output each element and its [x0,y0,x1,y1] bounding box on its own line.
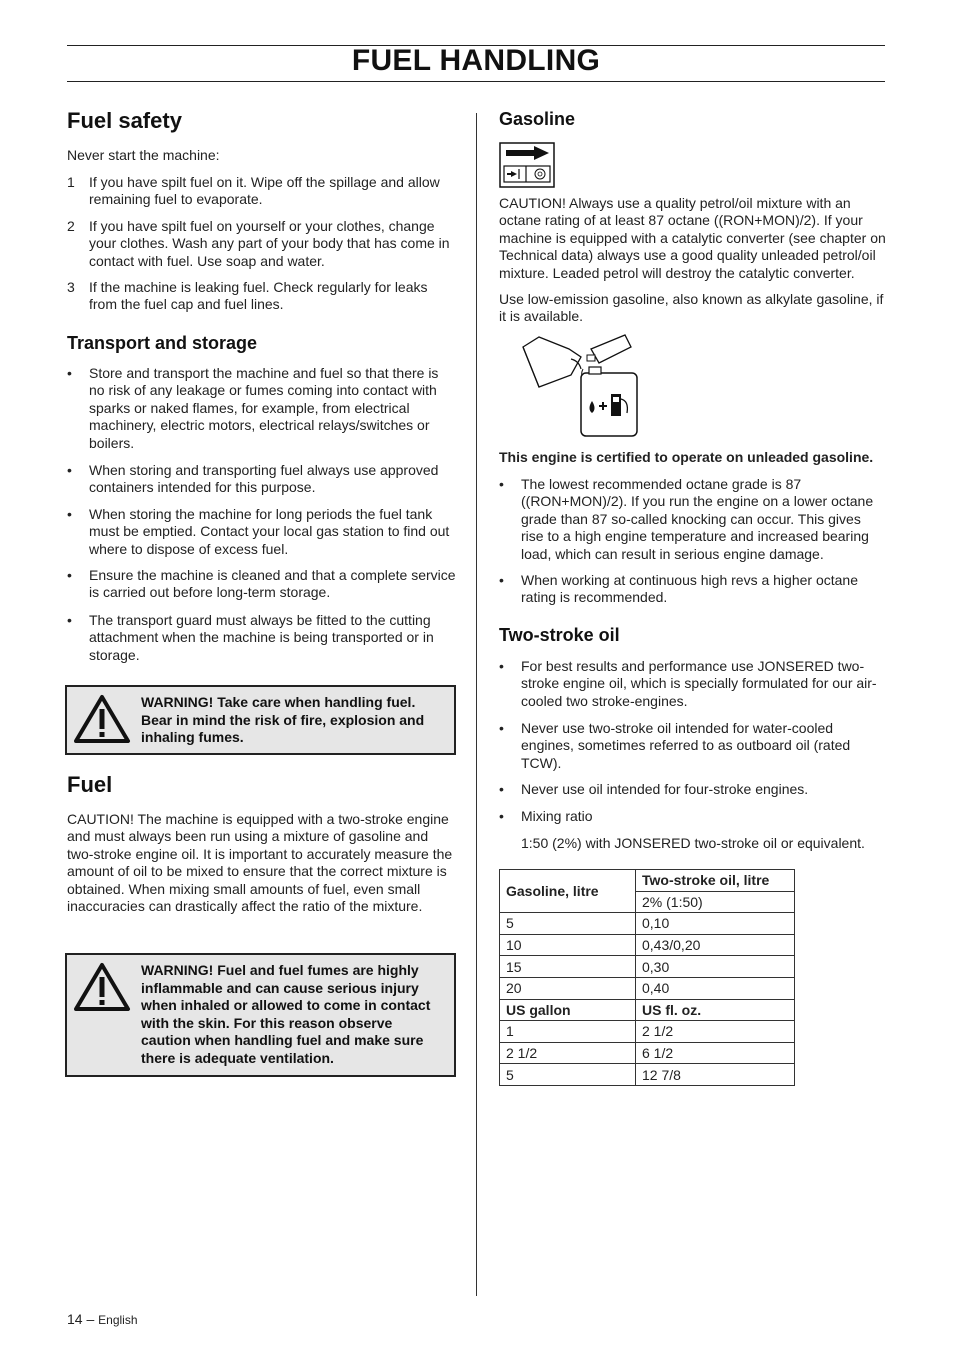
footer-language: English [98,1313,138,1327]
page-title: FUEL HANDLING [351,44,601,77]
table-row [500,870,795,892]
list-item: 3 If the machine is leaking fuel. Check regularly for leaks from the fuel cap and fuel lines. [67,279,428,313]
list-item: • The lowest recommended octane grade is 87 ((RON+MON)/2). If you run the engine on a lower octane grade than 87 so-called knocking can occur. This gives rise to a high engine temperature and increased bearing load, which can result in serious engine damage. [499,476,874,562]
fuel-mixing-icon [519,331,639,439]
list-item: 2 If you have spilt fuel on yourself or your clothes, change your clothes. Wash any part of your body that has come in contact with fuel. Use soap and water. [67,218,450,269]
warning-box-fumes [65,953,456,1077]
list-item: • Store and transport the machine and fuel so that there is no risk of any leakage or fumes coming into contact with sparks or naked flames, for example, from electrical machinery, electric motors, electrical relays/switches or boilers. [67,365,439,451]
list-item: • Never use two-stroke oil intended for water-cooled engines, sometimes referred to as outboard oil (rated TCW). [499,720,851,771]
low-emission-text: Use low-emission gasoline, also known as alkylate gasoline, if it is available. [499,291,884,325]
table-row [500,913,795,935]
table-cell: 0,30 [636,956,795,978]
table-cell: 15 [500,956,636,978]
header-rule-bottom [67,81,885,82]
mixing-ratio-text: 1:50 (2%) with JONSERED two-stroke oil or equivalent. [521,835,865,851]
table-cell: 12 7/8 [636,1064,795,1086]
fuel-safety-heading: Fuel safety [67,108,182,133]
table-row [500,999,795,1021]
list-item: • Ensure the machine is cleaned and that a complete service is carried out before long-term storage. [67,567,456,601]
warning-triangle-icon [73,961,131,1013]
table-cell: 0,43/0,20 [636,934,795,956]
list-item: • Mixing ratio [499,808,593,824]
mixing-table [499,869,795,1086]
list-item: 1 If you have spilt fuel on it. Wipe off the spillage and allow remaining fuel to evaporate. [67,174,440,208]
table-cell: 2 1/2 [500,1042,636,1064]
table-row [500,1042,795,1064]
list-item: • The transport guard must always be fitted to the cutting attachment when the machine is being transported or in storage. [67,612,434,663]
table-header-oil: Two-stroke oil, litre [636,870,795,892]
fuel-caution-text: CAUTION! The machine is equipped with a two-stroke engine and must always been run using a mixture of gasoline and two-stroke engine oil. It is important to accurately measure the amount of oil to be mixed to ensure that the correct mixture is obtained. When mixing small amounts of fuel, even small inaccuracies can drastically affect the ratio of the mixture. [67,811,453,915]
fuel-symbol-icon [499,142,555,188]
list-item: • For best results and performance use JONSERED two-stroke engine oil, which is specially formulated for our air-cooled two stroke-engines. [499,658,877,709]
table-cell: 5 [500,1064,636,1086]
table-cell: 20 [500,977,636,999]
warning-text: WARNING! Fuel and fuel fumes are highly inflammable and can cause serious injury when inhaled or allowed to come in contact with the skin. For this reason observe caution when handling fuel and make sure there is adequate ventilation. [141,962,431,1066]
transport-heading: Transport and storage [67,333,258,353]
table-cell: 0,40 [636,977,795,999]
column-divider [476,113,477,1296]
table-row [500,977,795,999]
table-cell: 10 [500,934,636,956]
warning-text: WARNING! Take care when handling fuel. Bear in mind the risk of fire, explosion and inhaling fumes. [141,694,425,745]
list-item: • When storing the machine for long periods the fuel tank must be emptied. Contact your local gas station to find out where to dispose of excess fuel. [67,506,450,557]
table-header-us-floz: US fl. oz. [636,999,795,1021]
warning-triangle-icon [73,693,131,745]
table-row [500,1064,795,1086]
page-footer [67,1311,138,1327]
fuel-heading: Fuel [67,772,113,797]
list-item: • Never use oil intended for four-stroke engines. [499,781,809,797]
table-row [500,1021,795,1043]
table-header-gasoline: Gasoline, litre [500,870,636,913]
table-row [500,956,795,978]
certified-text: This engine is certified to operate on unleaded gasoline. [499,449,874,465]
table-cell: 1 [500,1021,636,1043]
two-stroke-oil-heading: Two-stroke oil [499,625,620,645]
table-subheader-ratio: 2% (1:50) [636,891,795,913]
gasoline-caution-text: CAUTION! Always use a quality petrol/oil mixture with an octane rating of at least 87 octane ((RON+MON)/2). If your machine is equipped with a catalytic converter (see chapter on Technical data) always use a good quality unleaded petrol/oil mixture. Leaded petrol will destroy the catalytic converter. [499,195,886,281]
table-cell: 5 [500,913,636,935]
table-row [500,934,795,956]
gasoline-heading: Gasoline [499,109,576,129]
table-cell: 2 1/2 [636,1021,795,1043]
list-item: • When storing and transporting fuel always use approved containers intended for this purpose. [67,462,439,496]
table-cell: 0,10 [636,913,795,935]
page-number: 14 – [67,1311,95,1327]
warning-box-handling [65,685,456,755]
list-item: • When working at continuous high revs a higher octane rating is recommended. [499,572,858,606]
table-cell: 6 1/2 [636,1042,795,1064]
fuel-safety-intro: Never start the machine: [67,147,220,163]
table-header-us-gallon: US gallon [500,999,636,1021]
